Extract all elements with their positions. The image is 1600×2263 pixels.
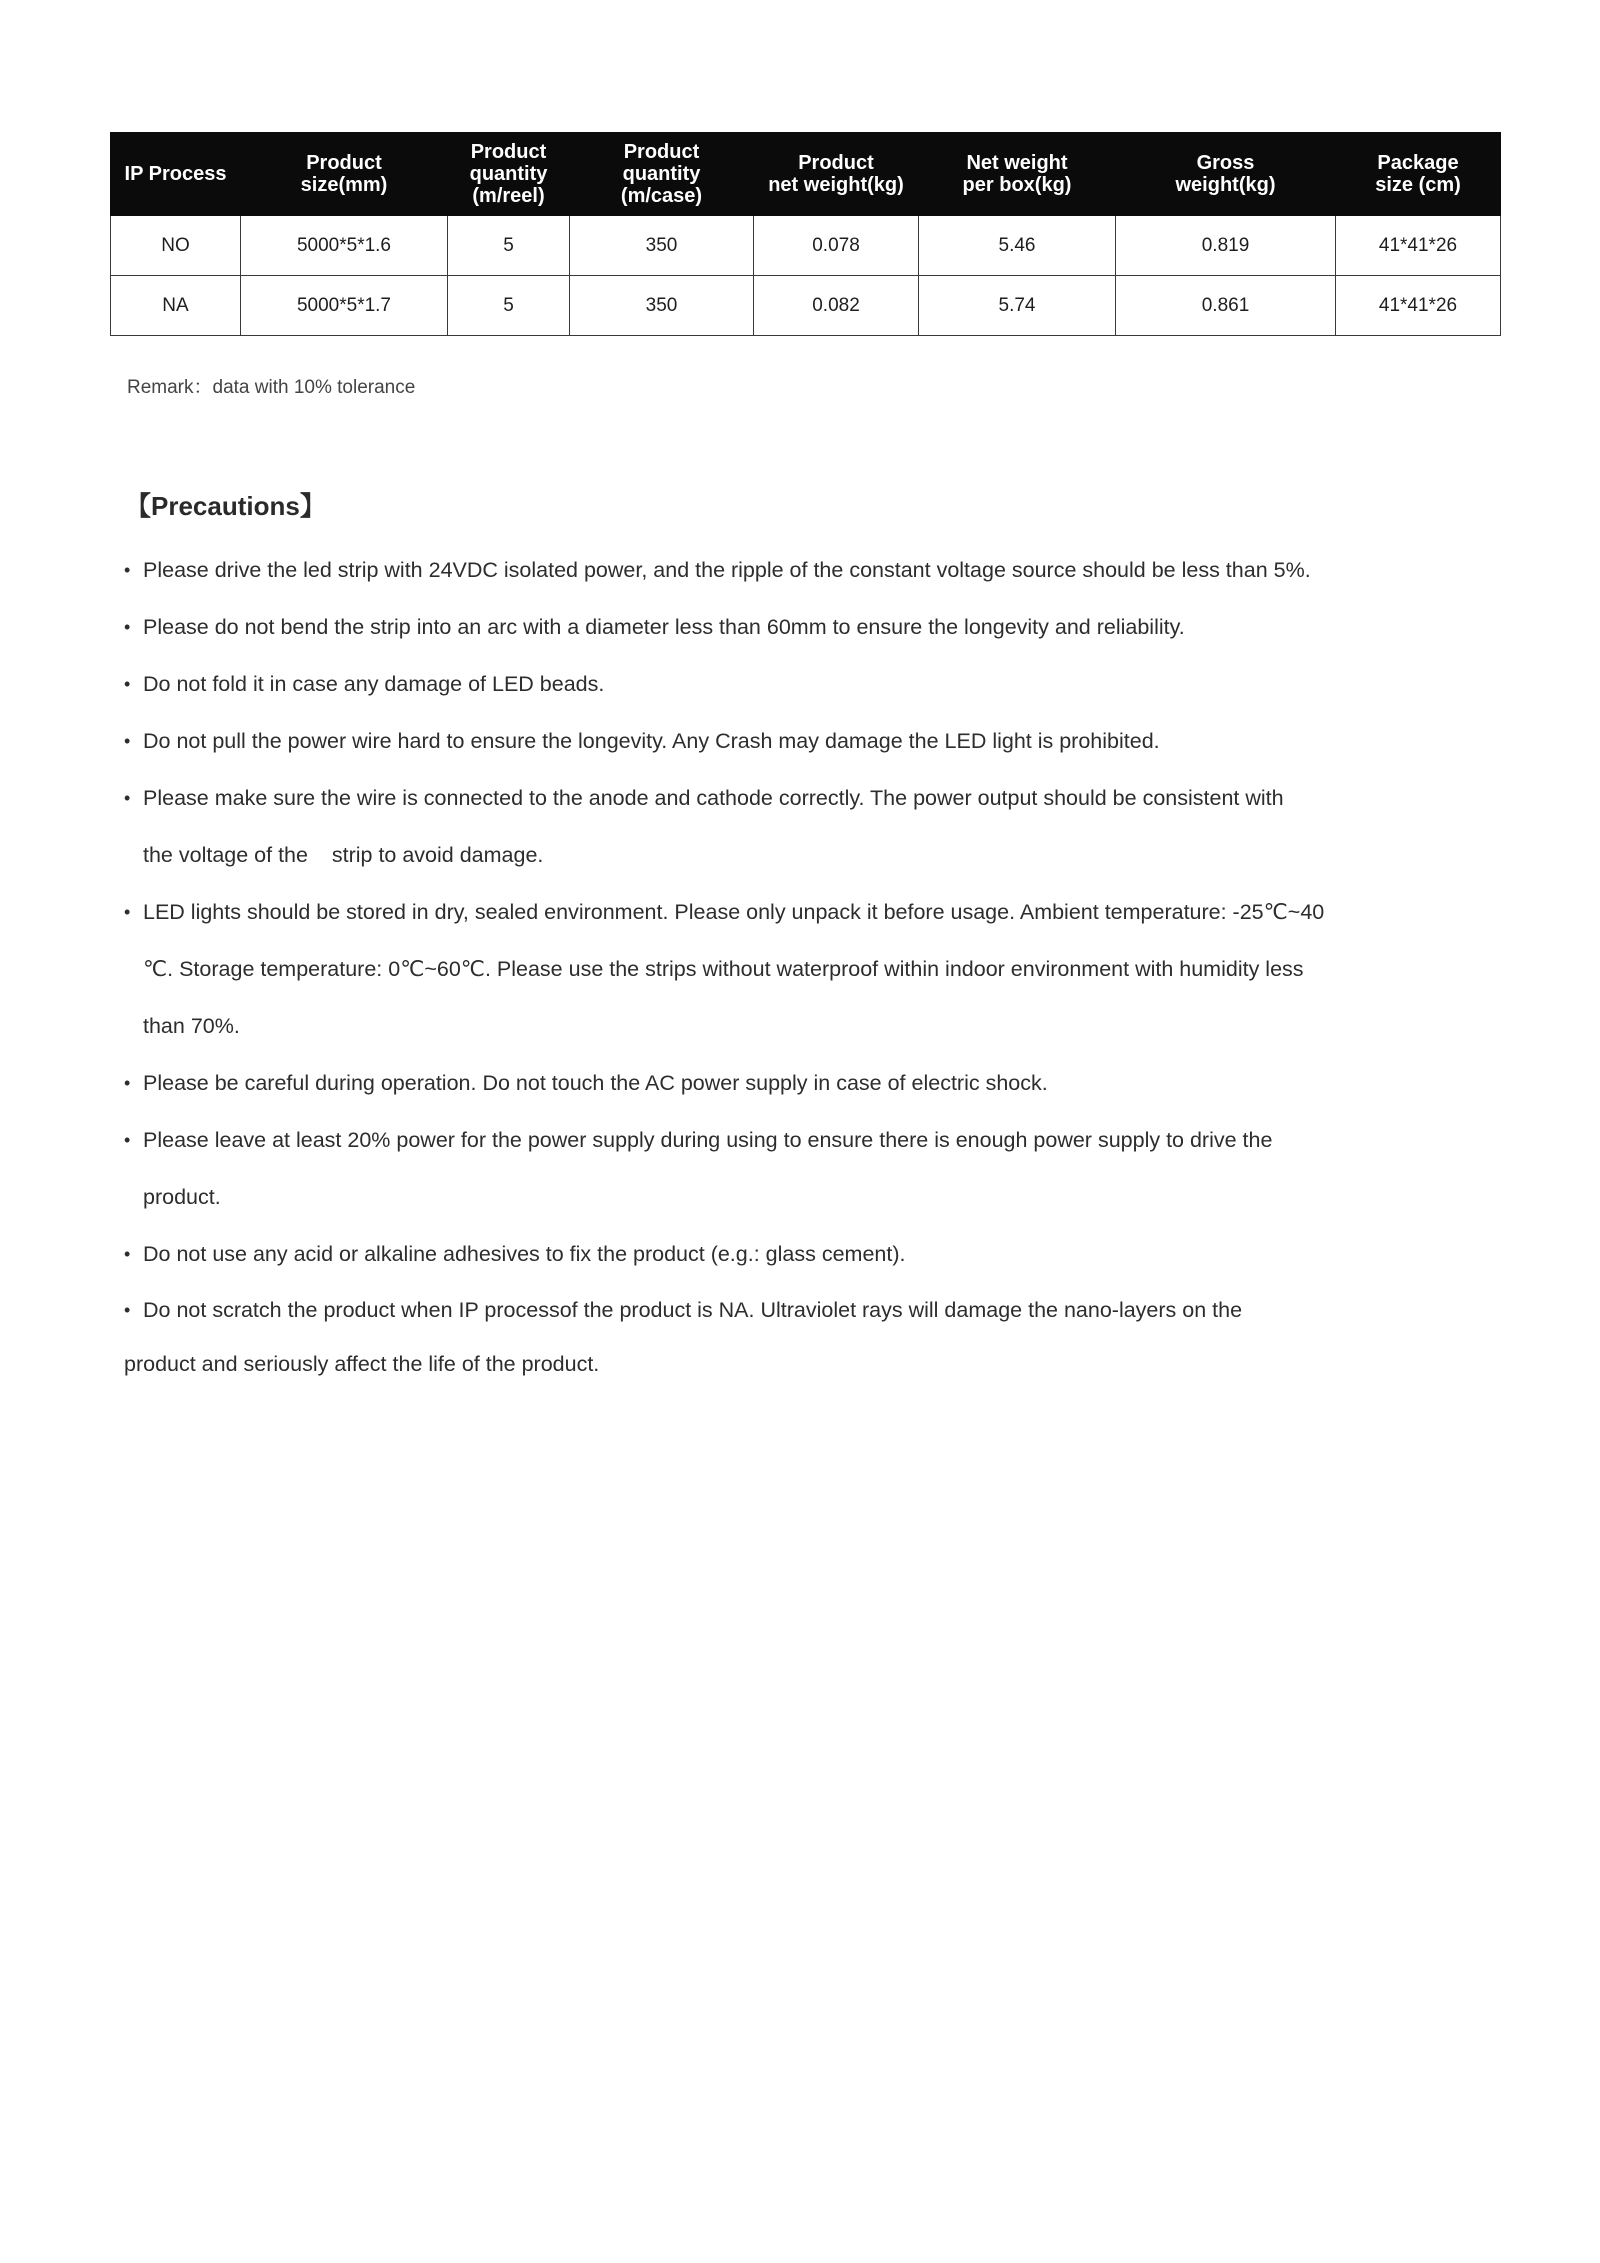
header-ip-process: IP Process — [111, 133, 241, 216]
precautions-list — [124, 542, 1424, 1391]
header-package-size: Package size (cm) — [1336, 133, 1501, 216]
table-cell: 0.861 — [1116, 276, 1336, 336]
list-item — [124, 884, 1424, 1055]
header-product-size: Product size(mm) — [241, 133, 448, 216]
table-cell: 0.819 — [1116, 216, 1336, 276]
table-cell: NO — [111, 216, 241, 276]
precaution-text: Do not scratch the product when IP processof the product is NA. Ultraviolet rays will damage the nano-layers on the — [143, 1298, 1243, 1322]
precaution-text: Please leave at least 20% power for the power supply during using to ensure there is enough power supply to drive the — [143, 1128, 1273, 1152]
bullet-icon: • — [124, 731, 131, 751]
list-item — [124, 656, 1424, 713]
bullet-icon: • — [124, 674, 131, 694]
header-net-weight: Product net weight(kg) — [754, 133, 919, 216]
bullet-icon: • — [124, 788, 131, 808]
precaution-text: Please be careful during operation. Do not touch the AC power supply in case of electric shock. — [143, 1071, 1048, 1095]
table-cell: 5000*5*1.7 — [241, 276, 448, 336]
list-item — [124, 542, 1424, 599]
precaution-text-continued: ℃. Storage temperature: 0℃~60℃. Please use the strips without waterproof within indoor environment with humidity less — [143, 957, 1304, 981]
bullet-icon: • — [124, 617, 131, 637]
precaution-text-continued: product. — [143, 1185, 221, 1209]
bullet-icon: • — [124, 902, 131, 922]
precaution-text: Do not pull the power wire hard to ensure the longevity. Any Crash may damage the LED light is prohibited. — [143, 729, 1160, 753]
precaution-text: Please do not bend the strip into an arc with a diameter less than 60mm to ensure the longevity and reliability. — [143, 615, 1185, 639]
list-item — [124, 1055, 1424, 1112]
header-net-weight-per-box: Net weight per box(kg) — [919, 133, 1116, 216]
table-cell: 5000*5*1.6 — [241, 216, 448, 276]
bullet-icon: • — [124, 1073, 131, 1093]
list-item — [124, 1283, 1424, 1391]
table-cell: 5.74 — [919, 276, 1116, 336]
list-item — [124, 770, 1424, 884]
table-cell: 0.082 — [754, 276, 919, 336]
precaution-text: Do not fold it in case any damage of LED beads. — [143, 672, 605, 696]
bullet-icon: • — [124, 560, 131, 580]
table-cell: 5.46 — [919, 216, 1116, 276]
header-quantity-per-reel: Product quantity (m/reel) — [448, 133, 570, 216]
table-cell: 350 — [570, 216, 754, 276]
precaution-text: Do not use any acid or alkaline adhesives to fix the product (e.g.: glass cement). — [143, 1242, 906, 1266]
table-cell: 0.078 — [754, 216, 919, 276]
precaution-text-continued: the voltage of the strip to avoid damage. — [143, 843, 544, 867]
precautions-heading: 【Precautions】 — [125, 491, 326, 521]
table-row — [111, 276, 1501, 336]
bullet-icon: • — [124, 1300, 131, 1320]
precaution-text-continued: than 70%. — [143, 1014, 240, 1038]
precaution-text-continued: product and seriously affect the life of the product. — [124, 1352, 600, 1376]
table-cell: 41*41*26 — [1336, 216, 1501, 276]
list-item — [124, 599, 1424, 656]
table-cell: 41*41*26 — [1336, 276, 1501, 336]
header-gross-weight: Gross weight(kg) — [1116, 133, 1336, 216]
table-row — [111, 216, 1501, 276]
header-quantity-per-case: Product quantity (m/case) — [570, 133, 754, 216]
table-cell: 5 — [448, 216, 570, 276]
table-cell: NA — [111, 276, 241, 336]
remark-note: Remark：data with 10% tolerance — [127, 377, 416, 398]
table-cell: 350 — [570, 276, 754, 336]
list-item — [124, 1226, 1424, 1283]
list-item — [124, 713, 1424, 770]
bullet-icon: • — [124, 1244, 131, 1264]
list-item — [124, 1112, 1424, 1226]
product-spec-table — [110, 132, 1501, 336]
precaution-text: LED lights should be stored in dry, sealed environment. Please only unpack it before usage. Ambient temperature: -25℃~40 — [143, 900, 1325, 924]
table-cell: 5 — [448, 276, 570, 336]
precaution-text: Please drive the led strip with 24VDC isolated power, and the ripple of the constant voltage source should be less than 5%. — [143, 558, 1311, 582]
table-header-row — [111, 133, 1501, 216]
bullet-icon: • — [124, 1130, 131, 1150]
precaution-text: Please make sure the wire is connected to the anode and cathode correctly. The power output should be consistent with — [143, 786, 1284, 810]
